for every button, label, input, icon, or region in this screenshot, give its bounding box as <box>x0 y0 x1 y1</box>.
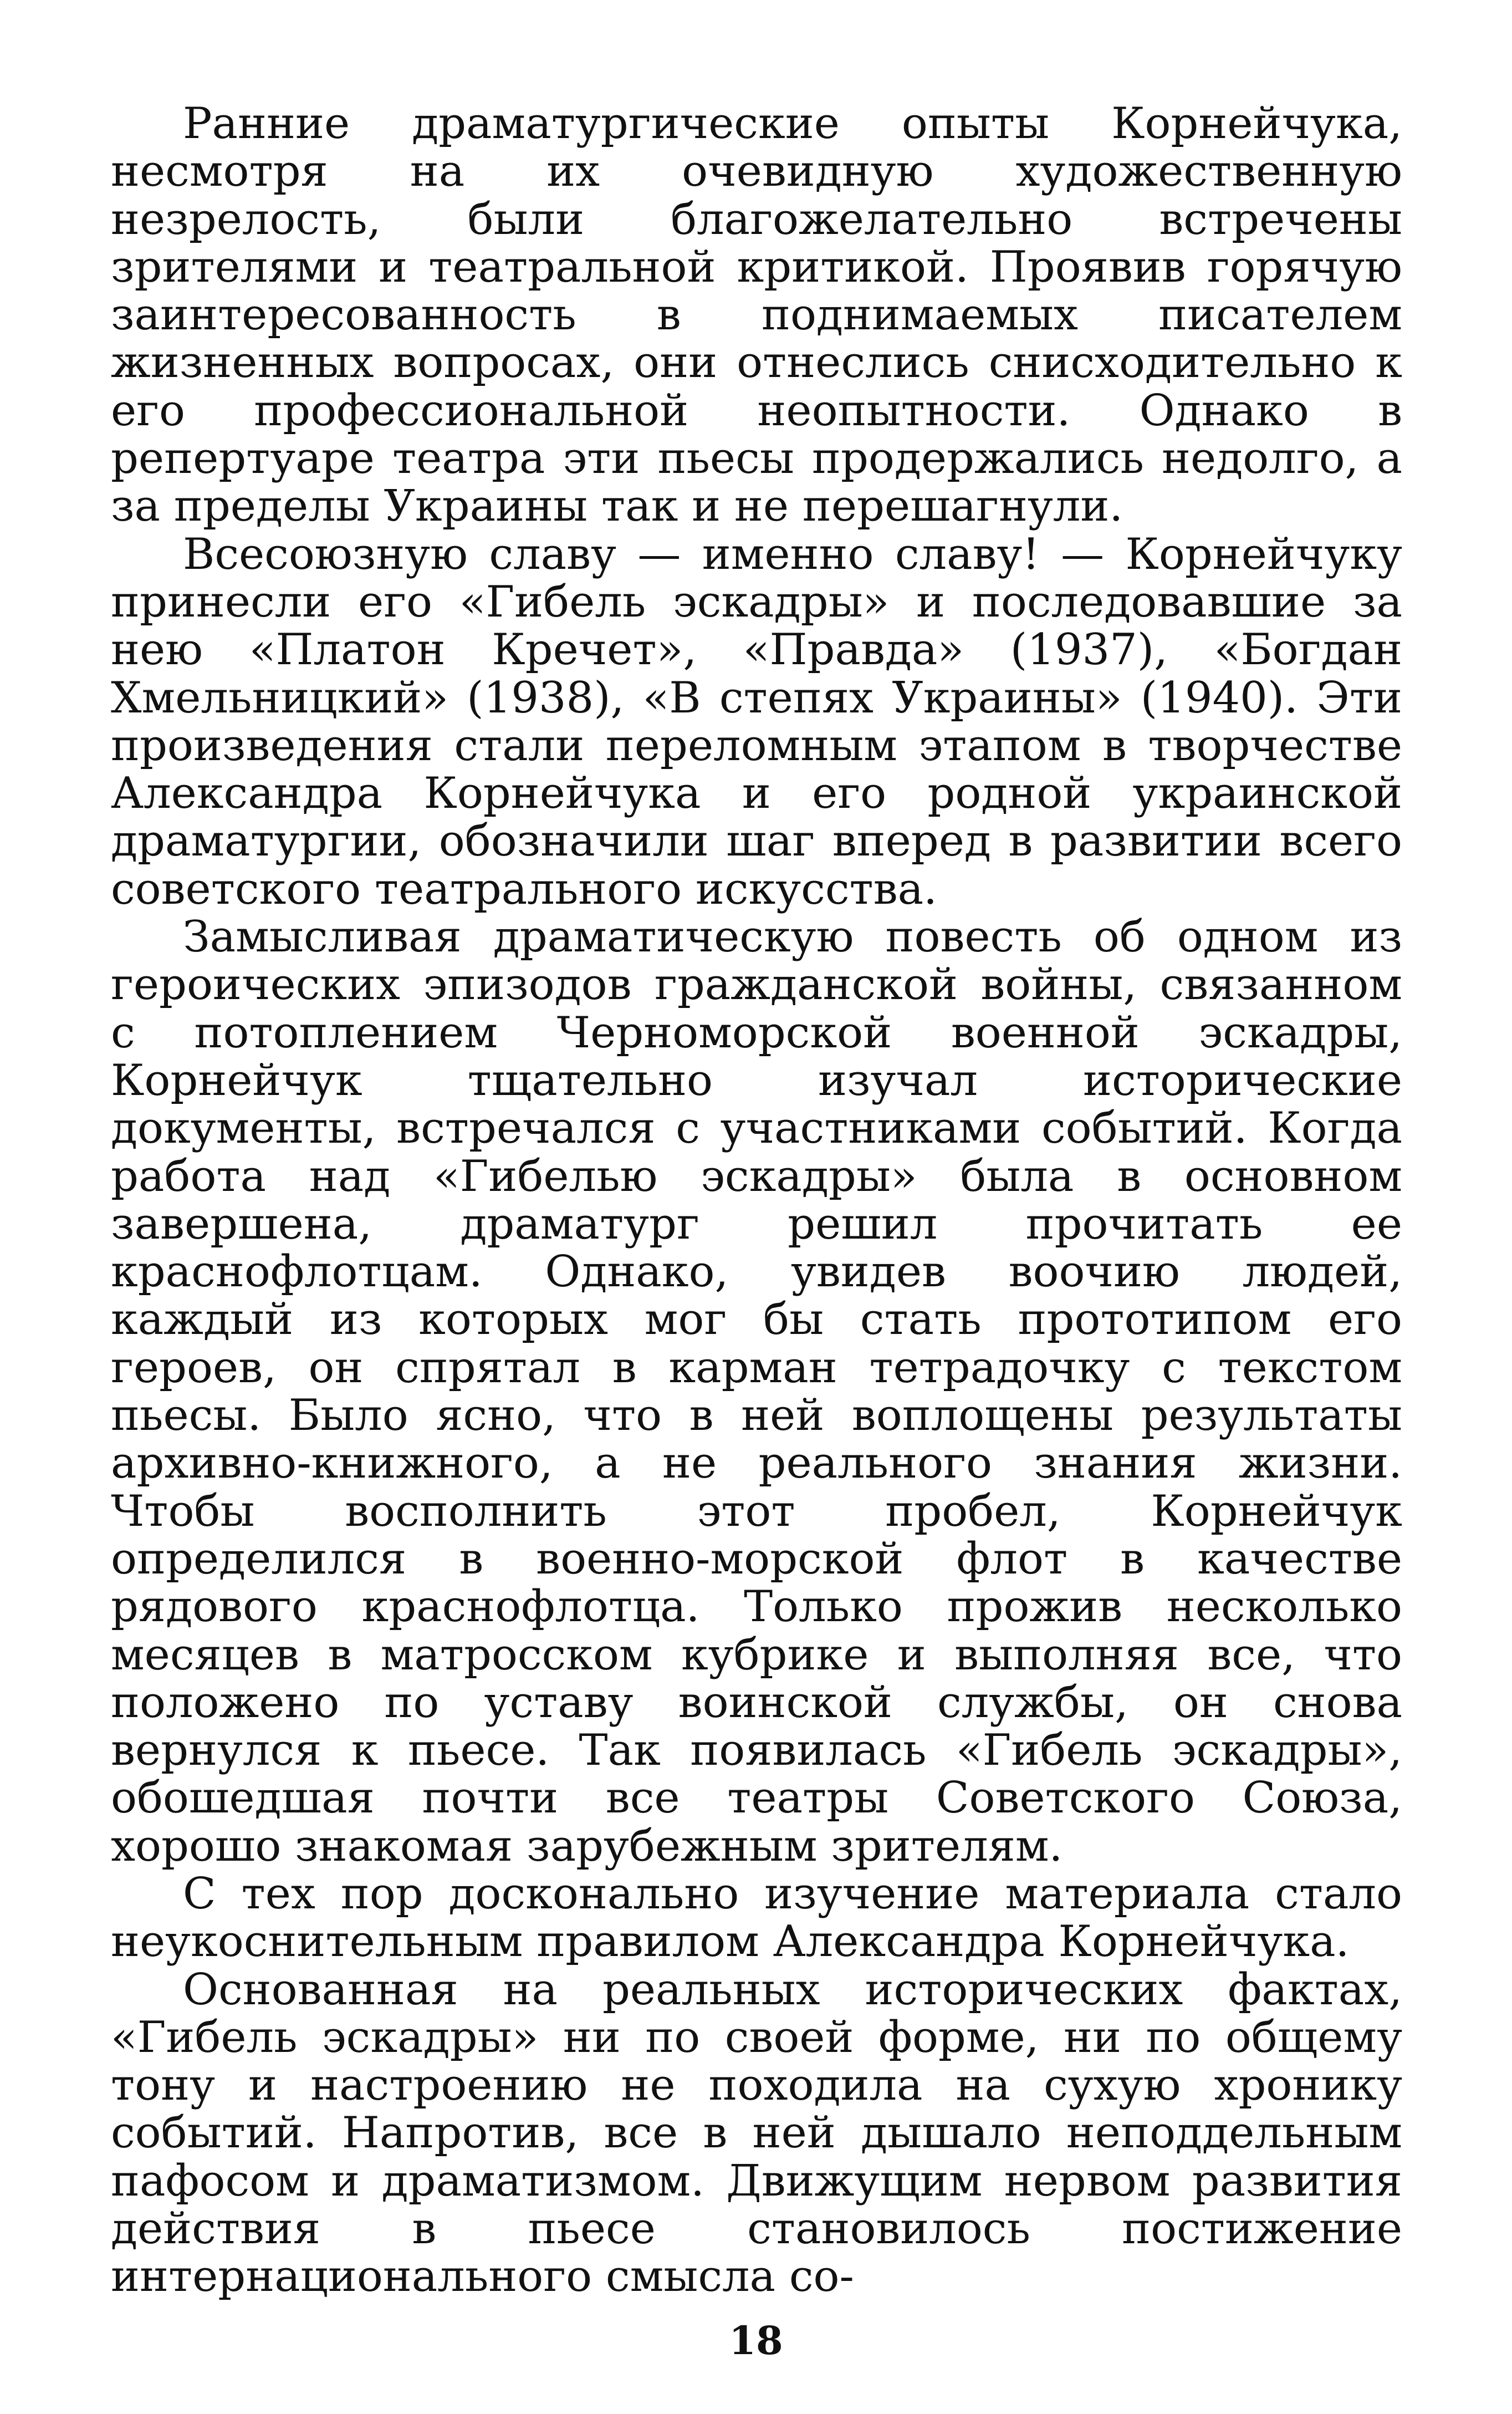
paragraph-early-plays: Ранние драматургические опыты Корнейчука, несмотря на их очевидную художественную незрелость, были благожелательно встречены зрителями и театральной критикой. Проявив горячую заинтересованность в поднимаемых писателем жизненных вопросах, они отнеслись снисходительно к его профессиональной неопытности. Однако в репертуаре театра эти пьесы продержались недолго, а за пределы Украины так и не перешагнули. <box>111 99 1402 532</box>
paragraph-all-union-fame: Всесоюзную славу — именно славу! — Корнейчуку принесли его «Гибель эскадры» и последовавшие за нею «Платон Кречет», «Правда» (1937), «Богдан Хмельницкий» (1938), «В степях Украины» (1940). Эти произведения стали переломным этапом в творчестве Александра Корнейчука и его родной украинской драматургии, обозначили шаг вперед в развитии всего советского театрального искусства. <box>111 529 1402 914</box>
paragraph-material-study-rule: С тех пор досконально изучение материала стало неукоснительным правилом Александра Корнейчука. <box>111 1868 1402 1967</box>
page-number: 18 <box>729 2318 783 2364</box>
paragraph-squadron-research: Замысливая драматическую повесть об одном из героических эпизодов гражданской войны, связанном с потоплением Черноморской военной эскадры, Корнейчук тщательно изучал исторические документы, встречался с участниками событий. Когда работа над «Гибелью эскадры» была в основном завершена, драматург решил прочитать ее краснофлотцам. Однако, увидев воочию людей, каждый из которых мог бы стать прототипом его героев, он спрятал в карман тетрадочку с текстом пьесы. Было ясно, что в ней воплощены результаты архивно-книжного, а не реального знания жизни. Чтобы восполнить этот пробел, Корнейчук определился в военно-морской флот в качестве рядового краснофлотца. Только прожив несколько месяцев в матросском кубрике и выполняя все, что положено по уставу воинской службы, он снова вернулся к пьесе. Так появилась «Гибель эскадры», обошедшая почти все театры Советского Союза, хорошо знакомая зарубежным зрителям. <box>111 912 1402 1871</box>
page-body <box>111 100 1402 2301</box>
paragraph-historical-facts: Основанная на реальных исторических фактах, «Гибель эскадры» ни по своей форме, ни по общему тону и настроению не походила на сухую хронику событий. Напротив, все в ней дышало неподдельным пафосом и драматизмом. Движущим нервом развития действия в пьесе становилось постижение интернационального смысла со- <box>111 1964 1402 2302</box>
